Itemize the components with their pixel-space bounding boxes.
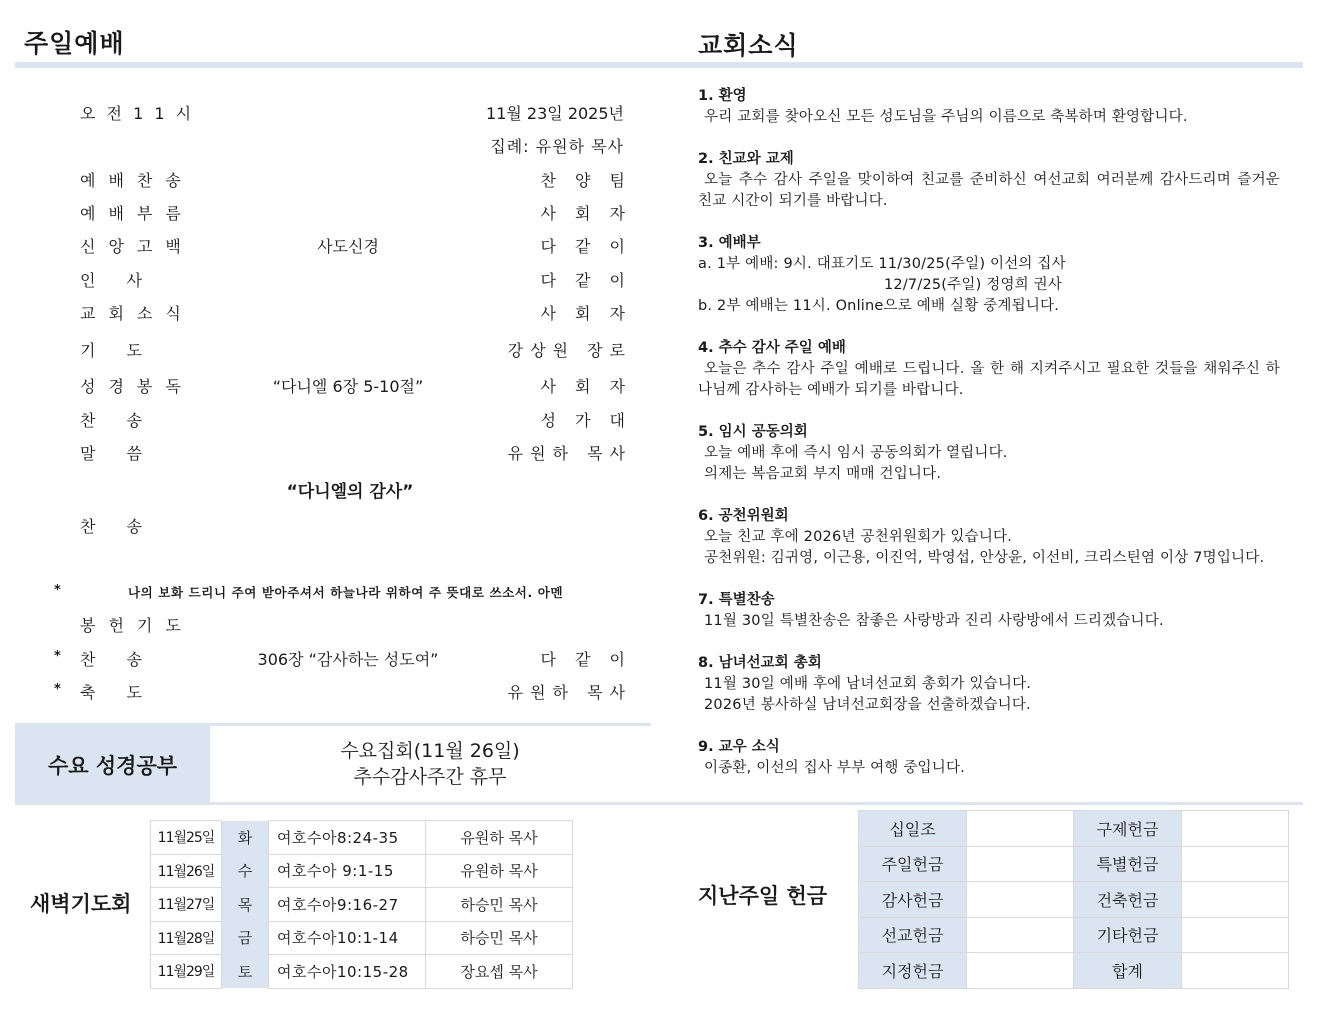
news-item-title: 7. 특별찬송 — [698, 592, 775, 608]
dawn-row — [151, 888, 573, 922]
news-item-text: 11월 30일 예배 후에 남녀선교회 총회가 있습니다. — [704, 676, 1032, 692]
offering-amount — [967, 953, 1074, 989]
news-title: 교회소식 — [698, 31, 799, 60]
news-item-title: 2. 친교와 교제 — [698, 151, 794, 167]
worship-time: 오 전 1 1 시 — [80, 104, 195, 123]
offering-category: 구제헌금 — [1074, 811, 1182, 847]
offering-amount — [1182, 882, 1289, 918]
news-item-title: 3. 예배부 — [698, 235, 761, 251]
offering-category: 건축헌금 — [1074, 882, 1182, 918]
order-mark: * — [54, 649, 61, 664]
dawn-date: 11월25일 — [151, 821, 222, 855]
news-item-title: 9. 교우 소식 — [698, 739, 780, 755]
offering-amount — [967, 846, 1074, 882]
order-item-detail: “다니엘 6장 5-10절” — [272, 377, 424, 396]
wednesday-line1: 수요집회(11월 26일) — [340, 740, 520, 762]
news-item-text: 공천위원: 김귀영, 이근용, 이진억, 박영섭, 안상윤, 이선비, 크리스틴염 이상 7명입니다. — [704, 550, 1265, 566]
dawn-day: 수 — [222, 854, 269, 888]
news-item-title: 8. 남녀선교회 총회 — [698, 655, 822, 671]
wednesday-line2: 추수감사주간 휴무 — [353, 766, 507, 788]
news-item-text: 오늘 친교 후에 2026년 공천위원회가 있습니다. — [704, 529, 1013, 545]
dawn-leader: 유원하 목사 — [426, 854, 573, 888]
news-item-text: b. 2부 예배는 11시. Online으로 예배 실황 중계됩니다. — [698, 298, 1060, 314]
offering-amount — [1182, 846, 1289, 882]
order-item-person: 성 가 대 — [540, 411, 632, 430]
dawn-row — [151, 955, 573, 989]
offering-row — [859, 917, 1289, 953]
after-sermon-hymn: 찬 송 — [80, 517, 155, 536]
news-item-title: 4. 추수 감사 주일 예배 — [698, 340, 846, 356]
dawn-leader: 하승민 목사 — [426, 888, 573, 922]
order-item-person: 다 같 이 — [540, 271, 632, 290]
dawn-row — [151, 821, 573, 855]
offering-table — [858, 810, 1289, 989]
dawn-date: 11월28일 — [151, 921, 222, 955]
closing-item-name: 축 도 — [80, 683, 155, 702]
dawn-leader: 하승민 목사 — [426, 921, 573, 955]
order-item-person: 유원하 목사 — [507, 444, 632, 463]
closing-item-detail: 306장 “감사하는 성도여” — [257, 650, 439, 669]
news-item-text: 오늘 추수 감사 주일을 맞이하여 친교를 준비하신 여선교회 여러분께 감사드리며 즐거운 친교 시간이 되기를 바랍니다. — [698, 172, 1280, 209]
order-item-person: 사 회 자 — [540, 304, 632, 323]
offering-amount — [967, 882, 1074, 918]
news-item-text: 우리 교회를 찾아오신 모든 성도님을 주님의 이름으로 축복하며 환영합니다. — [704, 109, 1188, 125]
offering-amount — [1182, 953, 1289, 989]
offering-category: 십일조 — [859, 811, 967, 847]
order-item-person: 찬 양 팀 — [540, 171, 632, 190]
dawn-verse: 여호수아9:16-27 — [269, 888, 426, 922]
news-item-title: 5. 임시 공동의회 — [698, 424, 808, 440]
order-item-detail: 사도신경 — [317, 237, 379, 256]
news-item-text: 오늘은 추수 감사 주일 예배로 드립니다. 올 한 해 지켜주시고 필요한 것들을 채워주신 하나님께 감사하는 예배가 되기를 바랍니다. — [698, 361, 1280, 398]
order-item-name: 성경봉독 — [80, 377, 194, 396]
closing-item-person: 다 같 이 — [540, 650, 632, 669]
header-divider — [15, 62, 1303, 68]
news-item-title: 1. 환영 — [698, 88, 747, 104]
offering-row — [859, 953, 1289, 989]
dawn-day: 토 — [222, 955, 269, 989]
news-item-text: 2026년 봉사하실 남녀선교회장을 선출하겠습니다. — [704, 697, 1031, 713]
order-item-name: 기 도 — [80, 341, 155, 360]
order-item-person: 강상원 장로 — [507, 341, 632, 360]
order-item-name: 찬 송 — [80, 411, 155, 430]
offering-category: 합계 — [1074, 953, 1182, 989]
offering-label: 지난주일 헌금 — [698, 884, 828, 908]
dawn-day: 화 — [222, 821, 269, 855]
worship-officiant: 집례: 유원하 목사 — [490, 137, 624, 156]
worship-date: 11월 23일 2025년 — [486, 104, 624, 123]
dawn-date: 11월29일 — [151, 955, 222, 989]
order-item-name: 교회소식 — [80, 304, 194, 323]
news-item-text: 12/7/25(주일) 정영희 권사 — [884, 277, 1063, 293]
closing-item-name: 찬 송 — [80, 650, 155, 669]
order-mark: * — [54, 682, 61, 697]
dawn-date: 11월26일 — [151, 854, 222, 888]
dawn-day: 금 — [222, 921, 269, 955]
order-item-name: 말 씀 — [80, 444, 155, 463]
offering-row — [859, 811, 1289, 847]
order-item-name: 예배부름 — [80, 204, 194, 223]
news-item — [698, 506, 1280, 569]
order-item-name: 예배찬송 — [80, 171, 194, 190]
order-item-person: 사 회 자 — [540, 204, 632, 223]
offering-row — [859, 846, 1289, 882]
wednesday-info — [210, 726, 650, 804]
dawn-verse: 여호수아8:24-35 — [269, 821, 426, 855]
dawn-verse: 여호수아10:15-28 — [269, 955, 426, 989]
worship-title: 주일예배 — [24, 29, 125, 58]
dawn-row — [151, 854, 573, 888]
news-item — [698, 590, 1280, 632]
order-item-person: 사 회 자 — [540, 377, 632, 396]
dawn-verse: 여호수아10:1-14 — [269, 921, 426, 955]
closing-item-name: 봉헌기도 — [80, 616, 194, 635]
news-item — [698, 653, 1280, 716]
news-item-text: 11월 30일 특별찬송은 참좋은 사랑방과 진리 사랑방에서 드리겠습니다. — [704, 613, 1164, 629]
offering-amount — [967, 811, 1074, 847]
news-item-text: 오늘 예배 후에 즉시 임시 공동의회가 열립니다. — [704, 445, 1008, 461]
dawn-table — [150, 820, 573, 989]
offering-category: 선교헌금 — [859, 917, 967, 953]
offering-category: 지정헌금 — [859, 953, 967, 989]
dawn-leader: 장요셉 목사 — [426, 955, 573, 989]
dedication-mark: * — [54, 583, 61, 598]
offering-row — [859, 882, 1289, 918]
offering-category: 주일헌금 — [859, 846, 967, 882]
offering-category: 기타헌금 — [1074, 917, 1182, 953]
news-item — [698, 86, 1280, 128]
news-item-text: 이종환, 이선의 집사 부부 여행 중입니다. — [704, 760, 965, 776]
dawn-day: 목 — [222, 888, 269, 922]
offering-category: 특별헌금 — [1074, 846, 1182, 882]
bottom-divider — [15, 802, 1303, 805]
offering-amount — [1182, 811, 1289, 847]
news-item — [698, 422, 1280, 485]
news-item — [698, 233, 1280, 317]
dedication-prayer: 나의 보화 드리니 주여 받아주셔서 하늘나라 위하여 주 뜻대로 쓰소서. 아멘 — [128, 585, 564, 600]
offering-amount — [1182, 917, 1289, 953]
dawn-verse: 여호수아 9:1-15 — [269, 854, 426, 888]
news-item — [698, 338, 1280, 401]
closing-item-person: 유원하 목사 — [507, 683, 632, 702]
sermon-title: “다니엘의 감사” — [286, 482, 414, 502]
wednesday-label: 수요 성경공부 — [15, 726, 210, 804]
news-item-title: 6. 공천위원회 — [698, 508, 789, 524]
news-item — [698, 149, 1280, 212]
news-item-text: 의제는 복음교회 부지 매매 건입니다. — [704, 466, 942, 482]
order-item-name: 인 사 — [80, 271, 155, 290]
order-item-person: 다 같 이 — [540, 237, 632, 256]
news-list — [698, 86, 1280, 800]
dawn-date: 11월27일 — [151, 888, 222, 922]
dawn-row — [151, 921, 573, 955]
news-item-text: a. 1부 예배: 9시. 대표기도 11/30/25(주일) 이선의 집사 — [698, 256, 1066, 272]
order-item-name: 신앙고백 — [80, 237, 194, 256]
offering-amount — [967, 917, 1074, 953]
dawn-leader: 유원하 목사 — [426, 821, 573, 855]
news-item — [698, 737, 1280, 779]
offering-category: 감사헌금 — [859, 882, 967, 918]
dawn-label: 새벽기도회 — [30, 892, 132, 916]
